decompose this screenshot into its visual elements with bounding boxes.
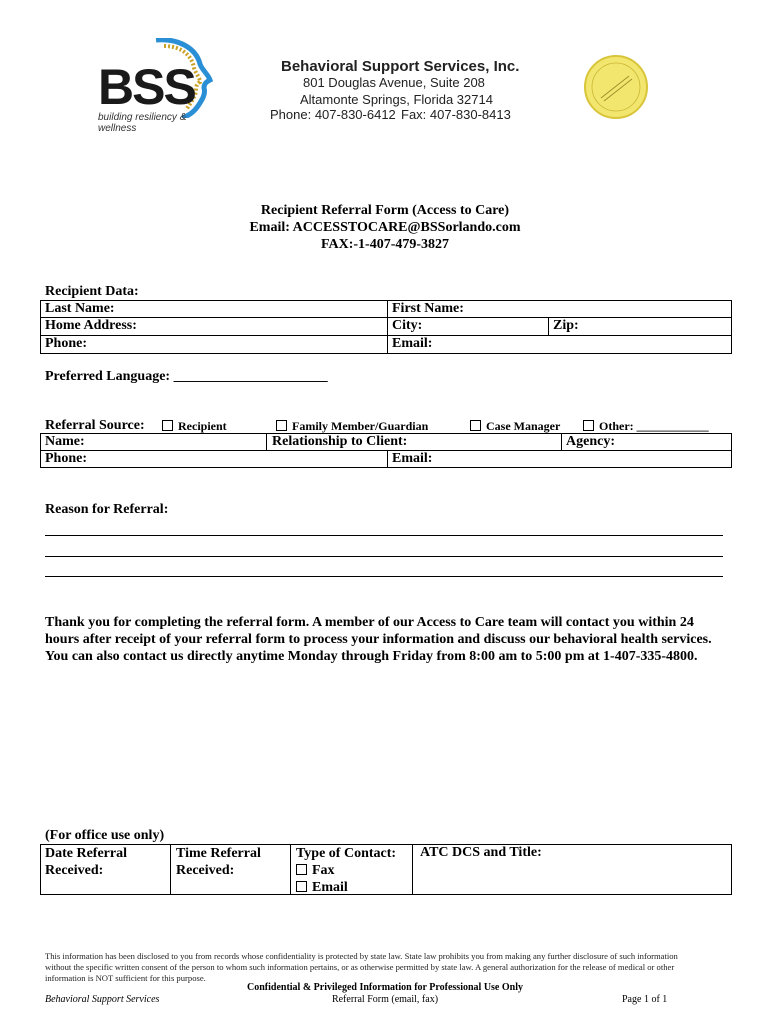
date-received-line1: Date Referral [45, 846, 128, 861]
thanks-line-3: You can also contact us directly anytime Monday through Friday from 8:00 am to 5:00 pm at 1-407-335-4800. [45, 649, 698, 664]
option-family-label: Family Member/Guardian [292, 419, 429, 433]
disclaimer [45, 951, 735, 984]
thanks-line-1: Thank you for completing the referral form. A member of our Access to Care team will contact you within 24 [45, 615, 694, 630]
disclaimer-line-2: without the specific written consent of the person to whom such information pertains, or as otherwise permitted by state law. A general authorization for the release of medical or other [45, 962, 675, 972]
fax-checkbox[interactable] [296, 864, 307, 875]
address-line-2: Altamonte Springs, Florida 32714 [300, 92, 493, 107]
preferred-language-field[interactable] [45, 369, 328, 385]
first-name-field[interactable]: First Name: [392, 301, 464, 316]
option-recipient-label: Recipient [178, 419, 227, 433]
agency-field[interactable]: Agency: [566, 434, 615, 449]
option-recipient[interactable] [162, 419, 227, 434]
option-case-manager[interactable] [470, 419, 560, 434]
referral-name-field[interactable]: Name: [45, 434, 85, 449]
contact-email-option[interactable] [296, 879, 396, 896]
city-field[interactable]: City: [392, 318, 423, 333]
home-address-field[interactable]: Home Address: [45, 318, 137, 333]
reason-line-3[interactable] [45, 576, 723, 577]
referral-source-label: Referral Source: [45, 418, 145, 433]
type-of-contact [296, 845, 396, 896]
relationship-field[interactable]: Relationship to Client: [272, 434, 408, 449]
footer-left: Behavioral Support Services [45, 994, 160, 1005]
form-fax: FAX:-1-407-479-3827 [320, 237, 450, 252]
option-other-label: Other: ____________ [599, 419, 709, 433]
disclaimer-line-3: information is NOT sufficient for this purpose. [45, 973, 206, 983]
option-family[interactable] [276, 419, 428, 434]
contact-email-label: Email [312, 880, 348, 895]
reason-label: Reason for Referral: [45, 502, 169, 517]
referral-email-field[interactable]: Email: [392, 451, 433, 466]
company-name: Behavioral Support Services, Inc. [281, 58, 520, 75]
thanks-line-2: hours after receipt of your referral form to process your information and discuss our behavioral health services. [45, 632, 712, 647]
email-checkbox[interactable] [296, 881, 307, 892]
contact-fax-option[interactable] [296, 862, 396, 879]
option-other[interactable] [583, 419, 709, 434]
time-received-line1: Time Referral [176, 846, 261, 861]
referral-phone-field[interactable]: Phone: [45, 451, 87, 466]
case-manager-checkbox[interactable] [470, 420, 481, 431]
reason-line-2[interactable] [45, 556, 723, 557]
preferred-language-label: Preferred Language: [45, 369, 171, 384]
time-received-field[interactable] [176, 845, 261, 879]
office-use-heading: (For office use only) [45, 828, 165, 843]
date-received-line2: Received: [45, 863, 104, 878]
accreditation-seal-icon [583, 54, 649, 120]
logo-text: BSS [98, 59, 195, 115]
atc-dcs-field[interactable]: ATC DCS and Title: [420, 845, 542, 860]
last-name-field[interactable]: Last Name: [45, 301, 115, 316]
recipient-checkbox[interactable] [162, 420, 173, 431]
disclaimer-line-1: This information has been disclosed to you from records whose confidentiality is protected by state law. State law prohibits you from making any further disclosure of such information [45, 951, 678, 961]
footer-page-number: Page 1 of 1 [622, 994, 668, 1005]
form-email: Email: ACCESSTOCARE@BSSorlando.com [249, 220, 521, 235]
reason-line-1[interactable] [45, 535, 723, 536]
family-checkbox[interactable] [276, 420, 287, 431]
phone-number: Phone: 407-830-6412 [270, 107, 396, 122]
type-of-contact-label: Type of Contact: [296, 846, 397, 861]
date-received-field[interactable] [45, 845, 127, 879]
zip-field[interactable]: Zip: [553, 318, 579, 333]
time-received-line2: Received: [176, 863, 235, 878]
other-checkbox[interactable] [583, 420, 594, 431]
fax-number: Fax: 407-830-8413 [401, 107, 511, 122]
recipient-data-table [40, 300, 732, 354]
contact-fax-label: Fax [312, 863, 335, 878]
address-line-1: 801 Douglas Avenue, Suite 208 [303, 75, 485, 90]
tagline: building resiliency & wellness [98, 112, 187, 134]
recipient-phone-field[interactable]: Phone: [45, 336, 87, 351]
footer-center: Referral Form (email, fax) [331, 994, 439, 1005]
recipient-email-field[interactable]: Email: [392, 336, 433, 351]
bss-logo [96, 38, 226, 134]
option-case-manager-label: Case Manager [486, 419, 561, 433]
form-title: Recipient Referral Form (Access to Care) [260, 203, 510, 218]
preferred-language-blank[interactable]: ______________________ [173, 369, 328, 384]
confidential-notice: Confidential & Privileged Information for Professional Use Only [246, 982, 523, 993]
recipient-heading: Recipient Data: [45, 284, 139, 299]
